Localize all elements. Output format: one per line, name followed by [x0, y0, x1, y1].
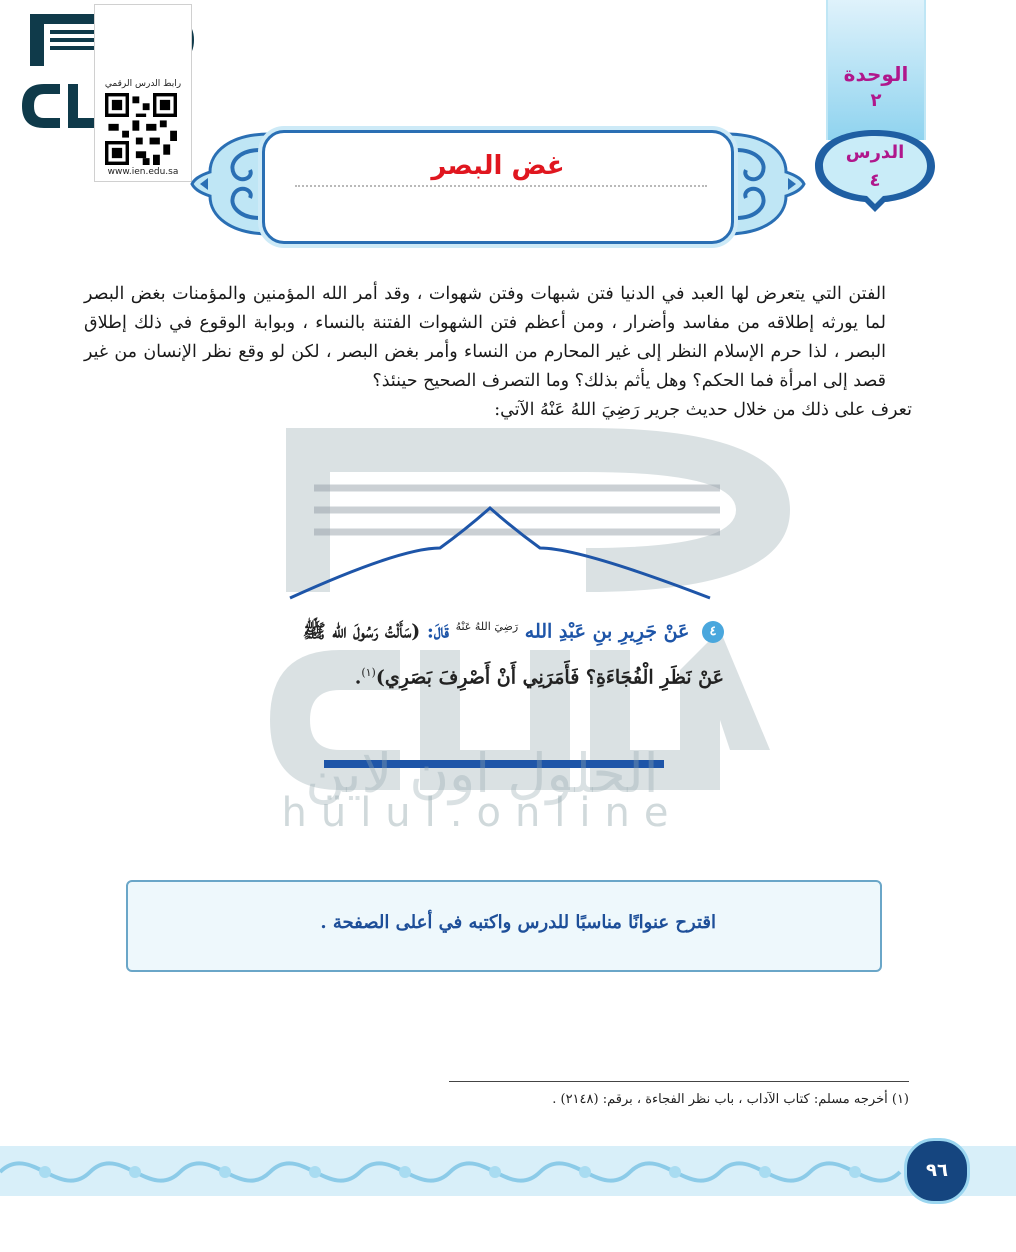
hadith-text-1: (سَأَلْتُ رَسُولَ الله ﷺ	[302, 620, 421, 643]
hadith-end: .	[354, 666, 362, 689]
activity-box	[126, 880, 882, 972]
page-number-badge: ٩٦	[904, 1138, 970, 1204]
unit-number: ٢	[870, 90, 882, 111]
lesson-badge	[813, 128, 937, 212]
right-ornament-icon	[722, 128, 806, 240]
bottom-ornament-band	[0, 1128, 1016, 1252]
qr-code-icon	[105, 93, 177, 165]
title-frame	[262, 130, 734, 244]
footnote: (١) أخرجه مسلم: كتاب الآداب ، باب نظر الفجاءة ، برقم: (٢١٤٨) .	[552, 1092, 909, 1107]
hadith-footnote-ref: (١)	[361, 666, 376, 680]
qr-code-card[interactable]	[94, 4, 192, 182]
watermark-arabic: الحلول اون لاين	[305, 742, 659, 805]
page-title: غض البصر	[431, 151, 565, 181]
qr-caption: رابط الدرس الرقمي	[104, 79, 182, 89]
lesson-label: الدرس	[845, 142, 905, 163]
footnote-rule	[449, 1081, 909, 1082]
intro-paragraph: الفتن التي يتعرض لها العبد في الدنيا فتن شبهات وفتن شهوات ، وقد أمر الله المؤمنين والمؤمنات بغض البصر لما يورثه إطلاقه من مفاسد وأضرار ، ومن أعظم فتن الشهوات الفتنة بالنساء ، وبوابة الوقوع في ذلك إطلاق البصر ، لذا حرم الإسلام النظر إلى غير المحارم من النساء وأمر بغض البصر ، لكن لو وقع نظر الإنسان من غير قصد إلى امرأة فما الحكم؟ وهل يأثم بذلك؟ وما التصرف الصحيح حينئذ؟	[84, 284, 886, 391]
hadith-text-2: عَنْ نَظَرِ الْفُجَاءَةِ؟ فَأَمَرَنِي أَنْ أَصْرِفَ بَصَرِي)	[375, 666, 724, 689]
intro-text	[84, 280, 912, 425]
lesson-number: ٤	[869, 170, 881, 191]
watermark-latin: hülul.online	[281, 790, 683, 836]
hadith-honorific: رَضِيَ اللهُ عَنْهُ	[455, 620, 519, 633]
hadith-block	[300, 606, 724, 699]
qr-url: www.ien.edu.sa	[107, 167, 179, 177]
hadith-number-badge: ٤	[702, 621, 724, 643]
activity-text: اقترح عنوانًا مناسبًا للدرس واكتبه في أعلى الصفحة .	[320, 912, 716, 933]
hadith-narrator: عَنْ جَرِيرِ بنِ عَبْدِ الله	[524, 620, 690, 643]
unit-tab	[826, 0, 926, 140]
title-underline	[295, 185, 707, 187]
unit-label: الوحدة	[843, 62, 909, 86]
intro-lead-in: تعرف على ذلك من خلال حديث جرير رَضِيَ اللهُ عَنْهُ الآتي:	[494, 400, 912, 420]
hadith-said: قَالَ:	[426, 620, 449, 643]
